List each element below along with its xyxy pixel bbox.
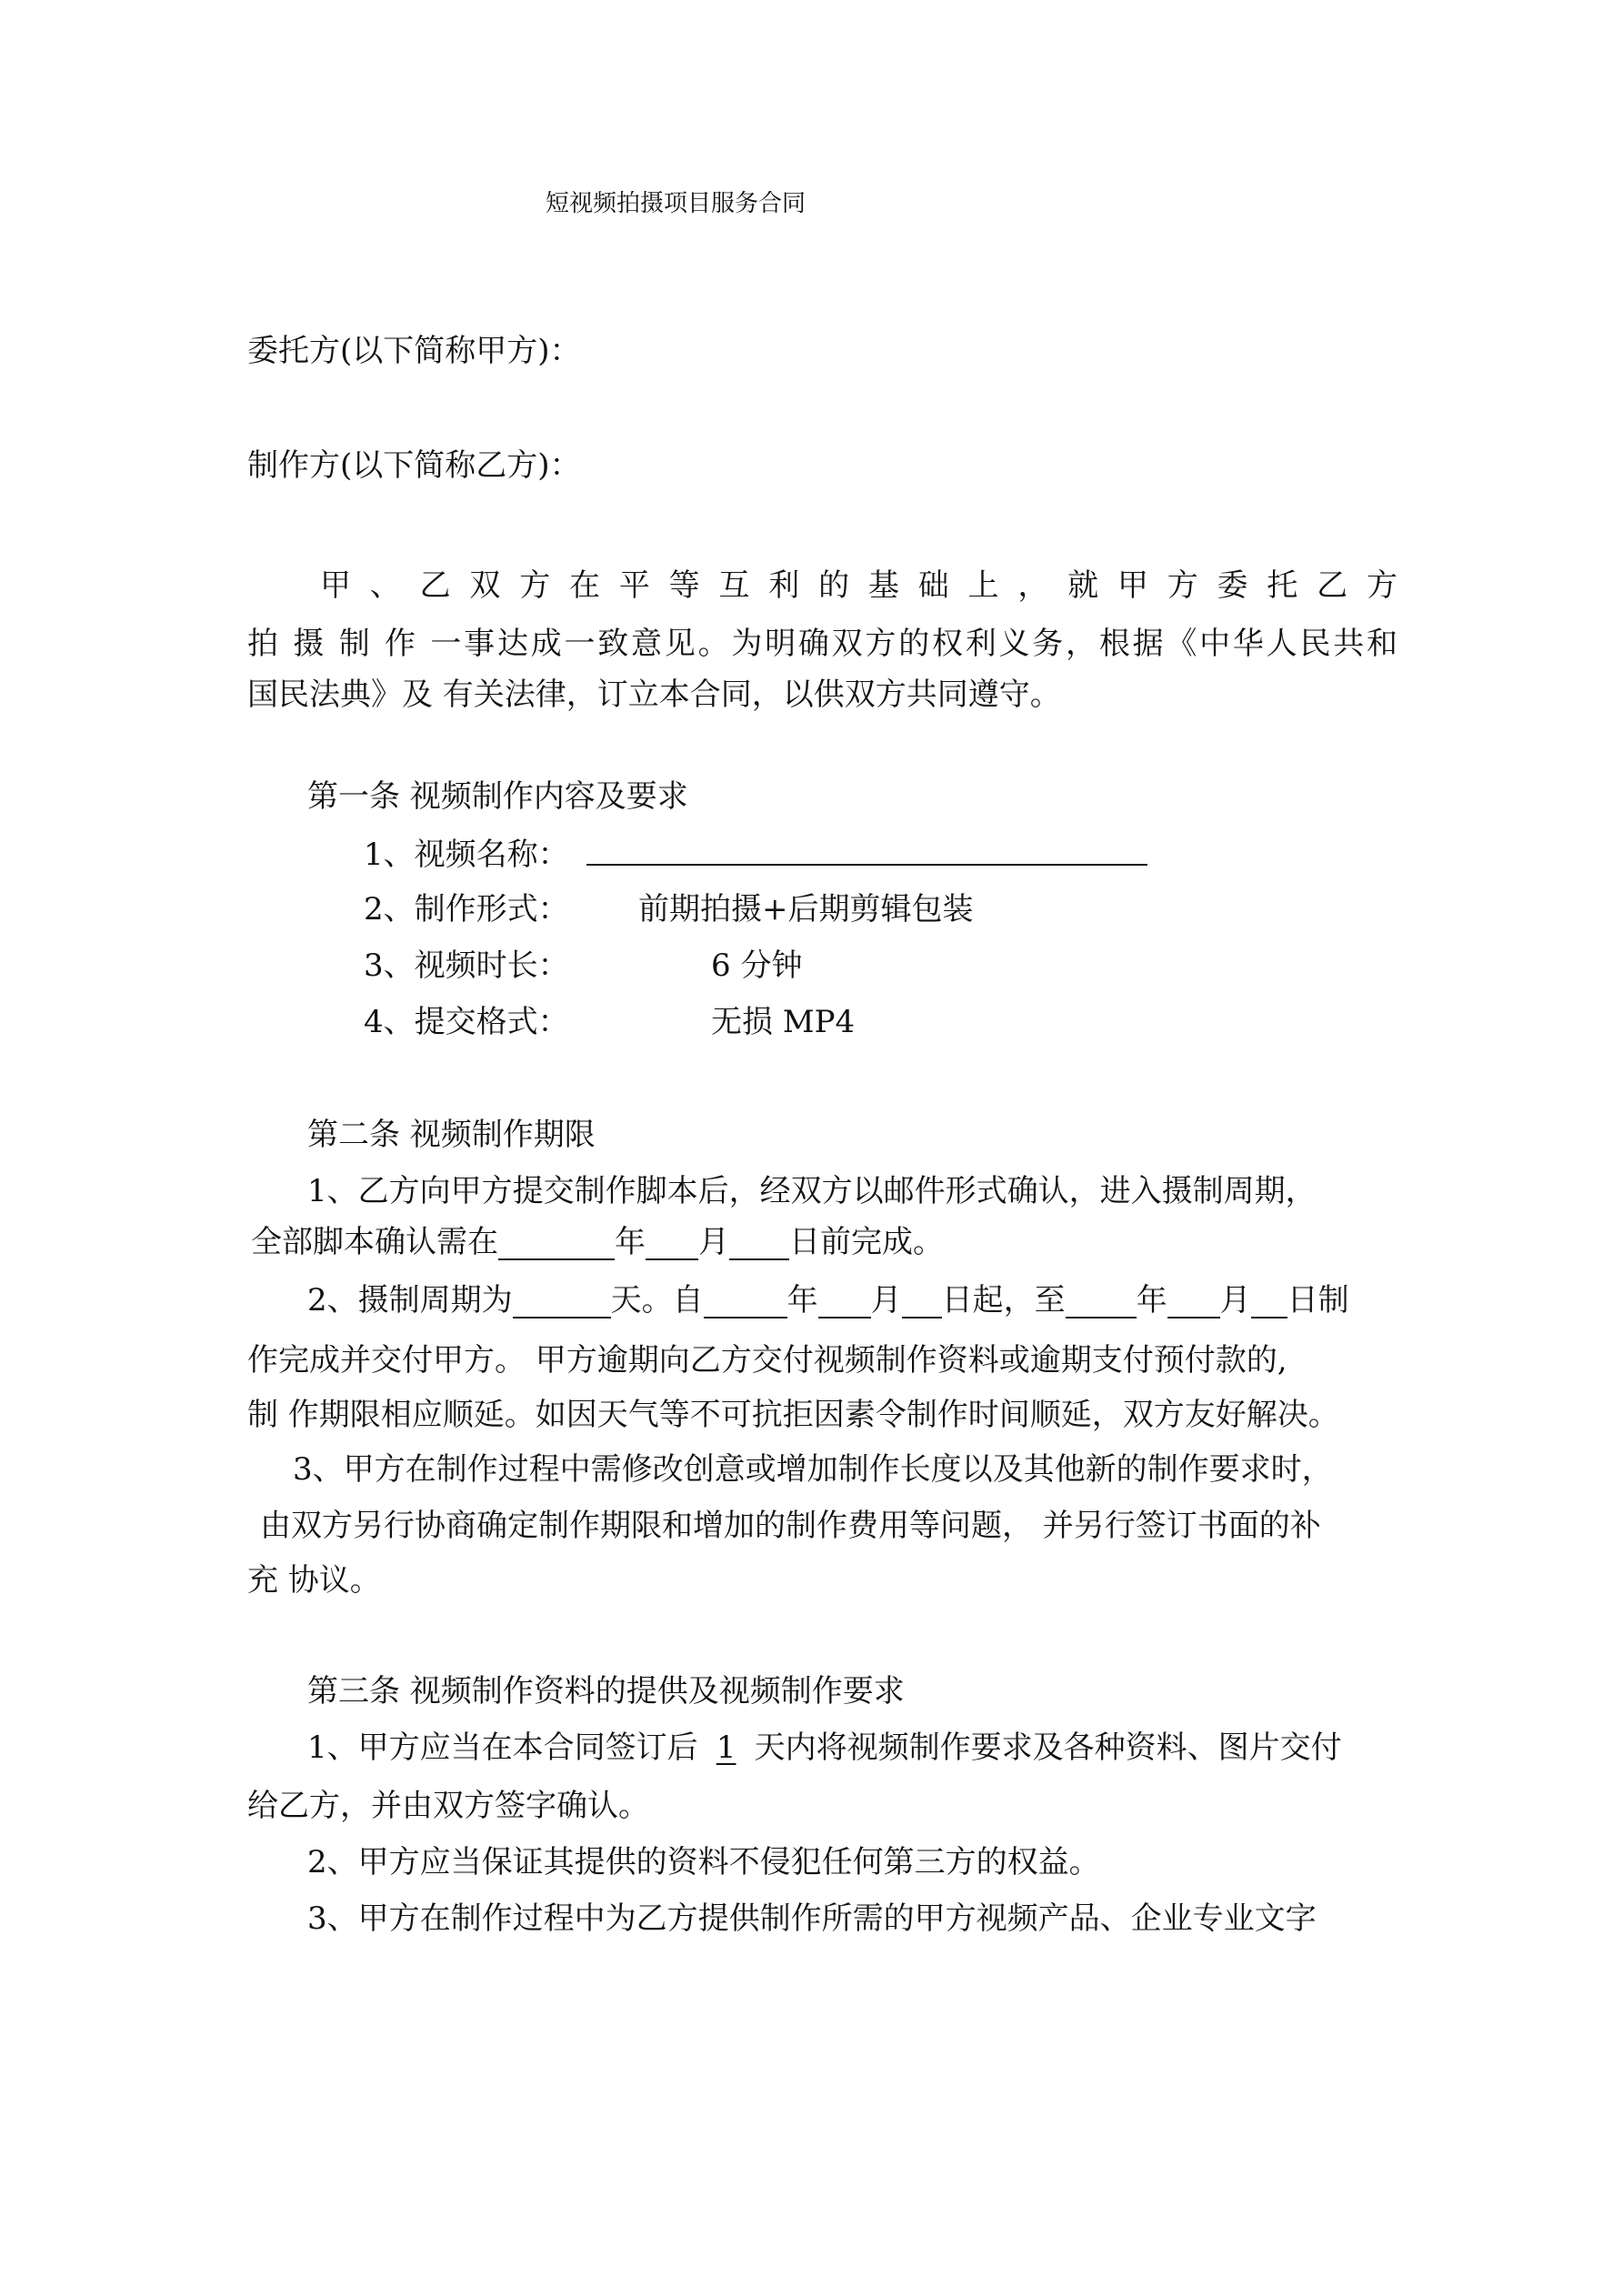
article-1-heading: 第一条 视频制作内容及要求: [307, 778, 688, 815]
article-2-p2-line-1: 2、摄制周期为 天。自 年 月 日起，至 年 月 日制: [307, 1282, 1349, 1318]
article-2-p2-line-3: 制 作期限相应顺延。如因天气等不可抗拒因素令制作时间顺延，双方友好解决。: [247, 1397, 1339, 1433]
days-value: 1: [716, 1730, 736, 1766]
article-1-item-3-label: 3、视频时长：: [364, 947, 569, 984]
party-a-line: 委托方(以下简称甲方)：: [247, 333, 581, 369]
article-1-item-1-label: 1、视频名称：: [364, 837, 569, 873]
article-1-item-2-label: 2、制作形式：: [364, 891, 569, 927]
video-name-blank: [586, 837, 1147, 866]
article-1-item-4-label: 4、提交格式：: [364, 1004, 569, 1040]
article-1-item-2-value: 前期拍摄+后期剪辑包装: [638, 891, 974, 927]
article-3-heading: 第三条 视频制作资料的提供及视频制作要求: [307, 1673, 905, 1709]
article-2-heading: 第二条 视频制作期限: [307, 1117, 596, 1153]
party-b-line: 制作方(以下简称乙方)：: [247, 447, 581, 484]
article-2-p3-line-2: 由双方另行协商确定制作期限和增加的制作费用等问题， 并另行签订书面的补: [260, 1508, 1321, 1544]
article-3-p3-line-1: 3、甲方在制作过程中为乙方提供制作所需的甲方视频产品、企业专业文字: [307, 1900, 1317, 1937]
document-title: 短视频拍摄项目服务合同: [546, 190, 806, 217]
article-3-p2: 2、甲方应当保证其提供的资料不侵犯任何第三方的权益。: [307, 1844, 1100, 1880]
preamble-line-2: 拍 摄 制 作 一事达成一致意见。为明确双方的权利义务，根据《中华人民共和: [247, 626, 1398, 662]
article-1-item-4-value: 无损 MP4: [711, 1004, 856, 1040]
article-2-p3-line-1: 3、甲方在制作过程中需修改创意或增加制作长度以及其他新的制作要求时，: [293, 1451, 1333, 1488]
article-3-p1-line-1: 1、甲方应当在本合同签订后 1 天内将视频制作要求及各种资料、图片交付: [307, 1730, 1342, 1766]
preamble-line-3: 国民法典》及 有关法律，订立本合同，以供双方共同遵守。: [247, 677, 1061, 713]
article-2-p1-line-2: 全部脚本确认需在 年 月 日前完成。: [251, 1224, 944, 1260]
article-3-p1-line-2: 给乙方，并由双方签字确认。: [247, 1788, 649, 1824]
article-1-item-3-value: 6 分钟: [711, 947, 803, 984]
article-2-p1-line-1: 1、乙方向甲方提交制作脚本后，经双方以邮件形式确认，进入摄制周期，: [307, 1173, 1317, 1209]
preamble-line-1: 甲 、 乙 双 方 在 平 等 互 利 的 基 础 上 ， 就 甲 方 委 托 乙 方: [320, 567, 1398, 604]
article-2-p3-line-3: 充 协议。: [247, 1562, 381, 1599]
article-2-p2-line-2: 作完成并交付甲方。 甲方逾期向乙方交付视频制作资料或逾期支付预付款的,: [247, 1342, 1287, 1379]
